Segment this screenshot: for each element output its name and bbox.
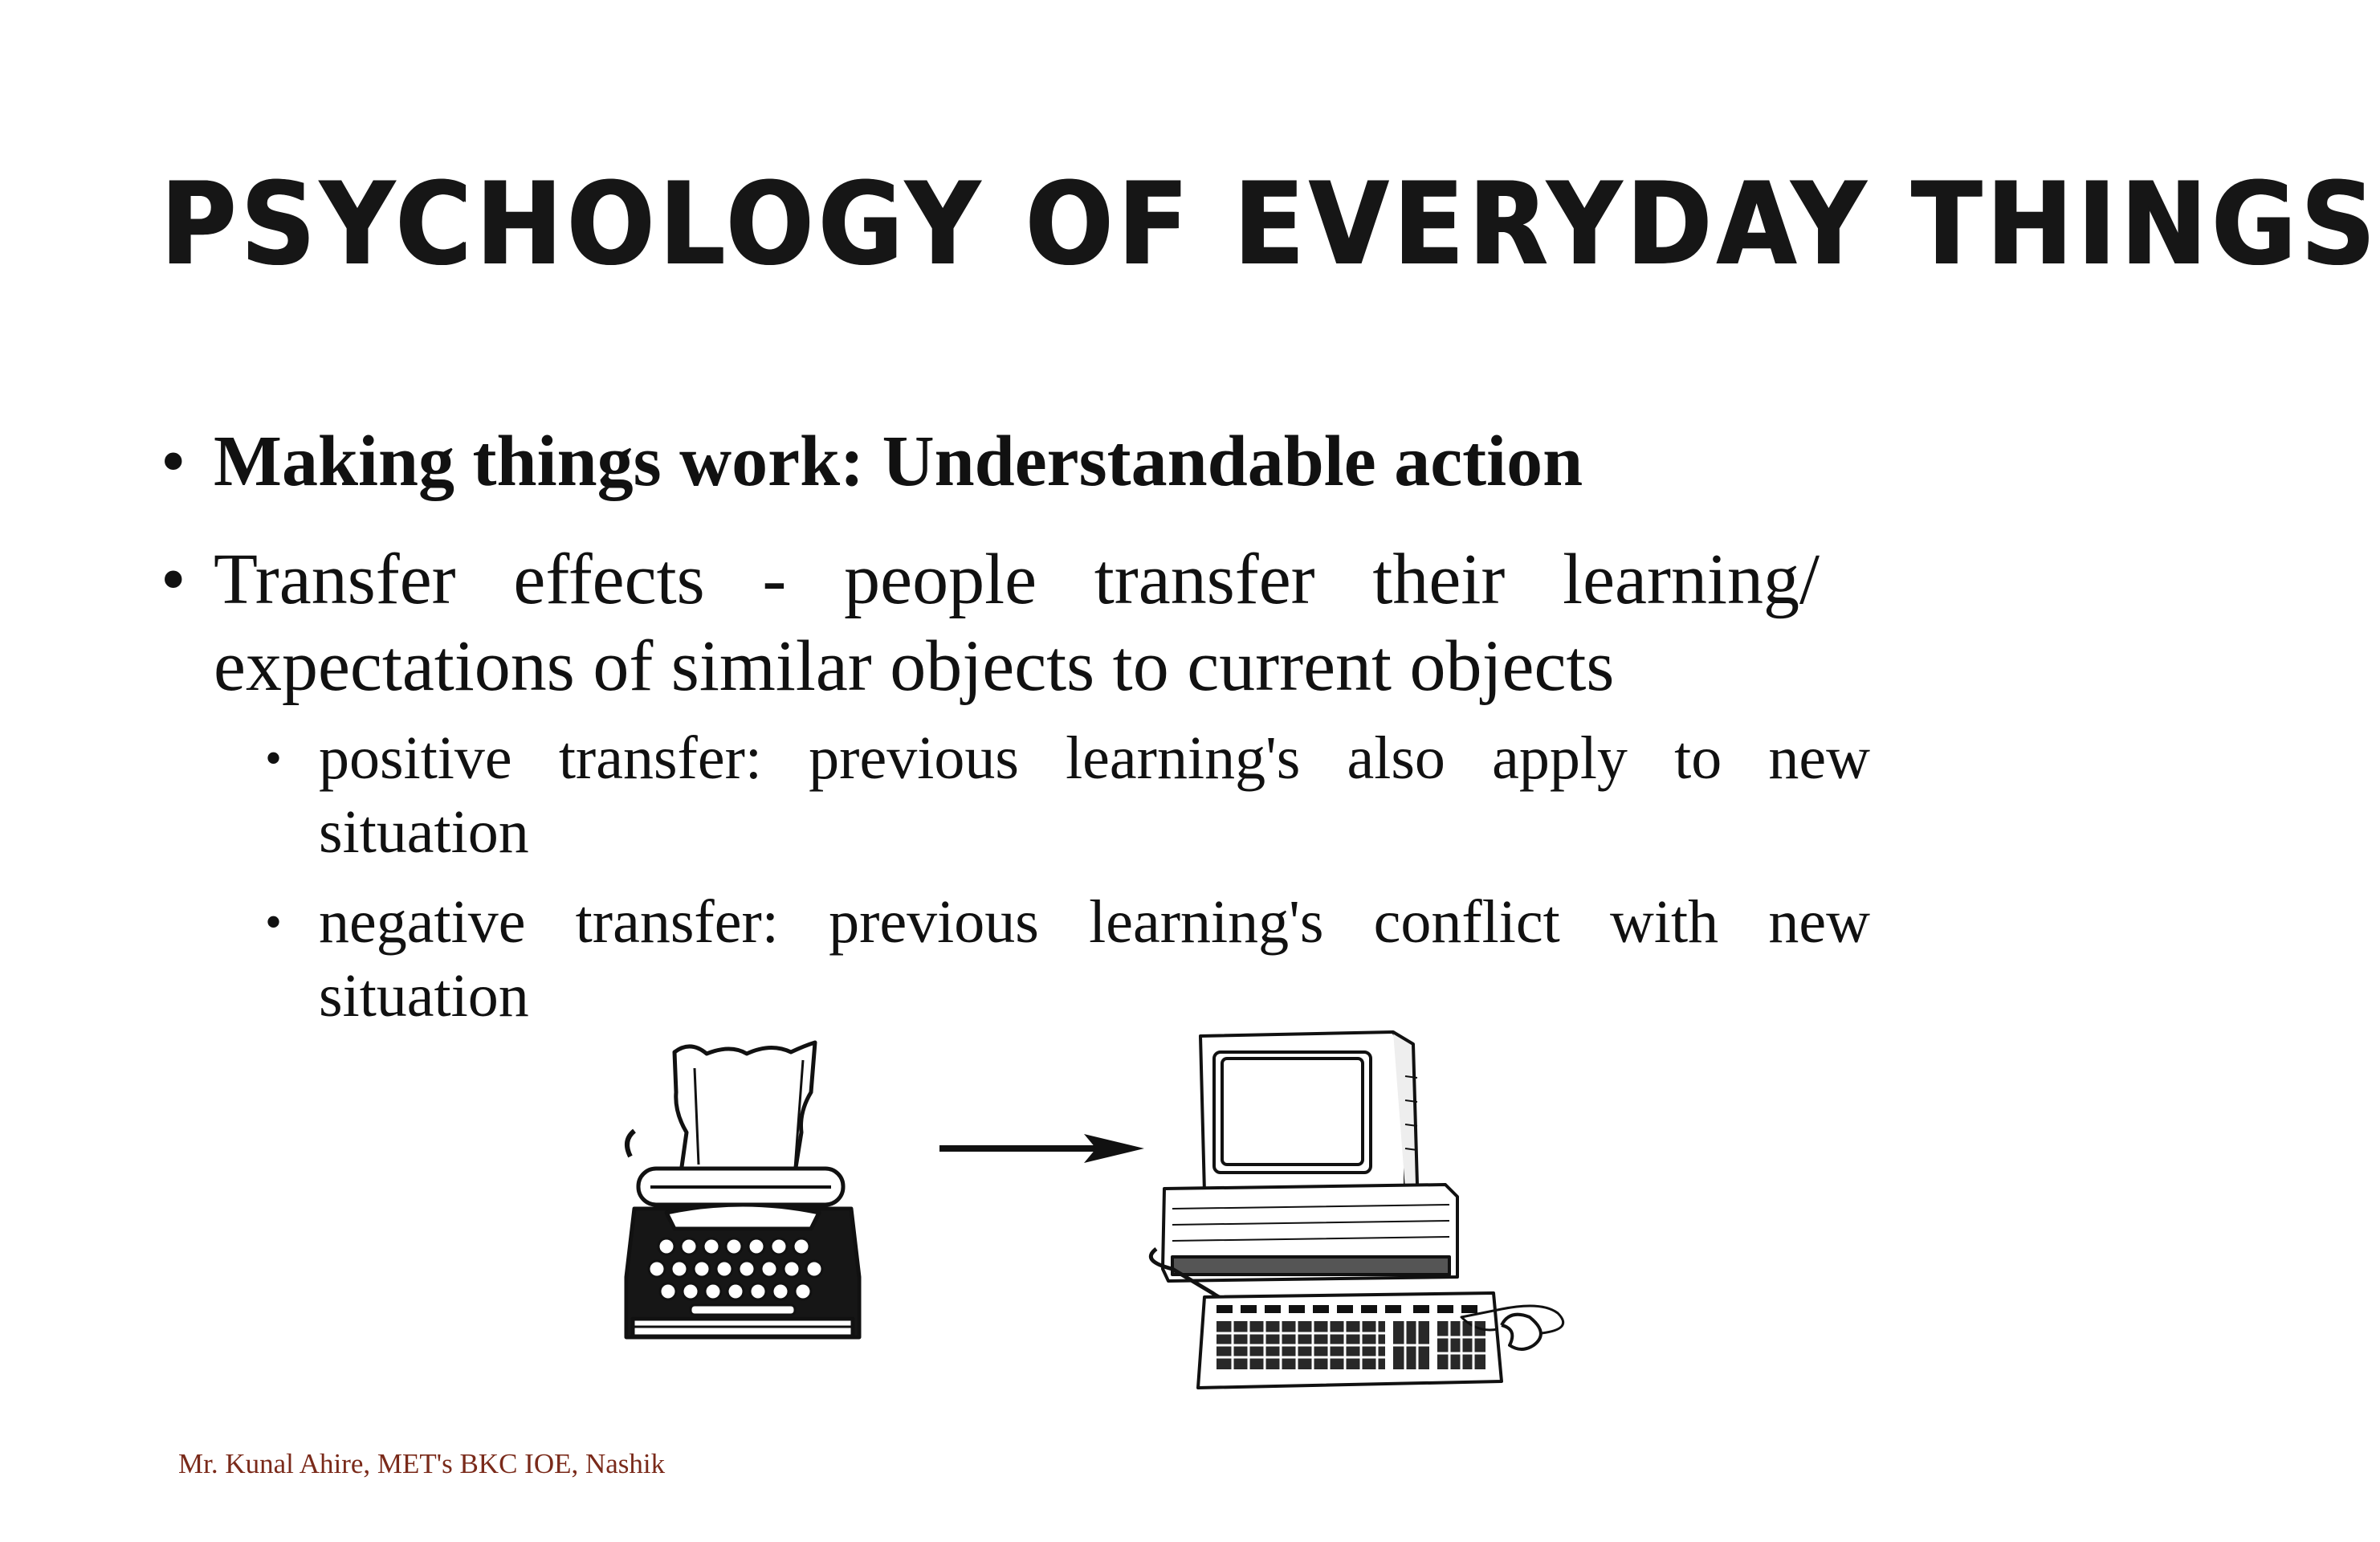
slide-title: PSYCHOLOGY OF EVERYDAY THINGS xyxy=(161,158,2380,291)
sub-bullet-marker: • xyxy=(265,895,283,948)
sub-bullet-marker: • xyxy=(265,732,283,785)
bullet-marker: • xyxy=(161,422,186,501)
right-arrow-icon xyxy=(939,1124,1148,1173)
bullet-marker: • xyxy=(161,540,186,619)
typewriter-icon xyxy=(618,1036,867,1349)
sub-bullet-item-1 xyxy=(265,721,1871,869)
bullet-item-2 xyxy=(161,536,1847,710)
sub-bullet-text-1: positive transfer: previous learning's also apply to new situation xyxy=(319,724,1870,866)
desktop-computer-icon xyxy=(1124,1028,1606,1397)
bullet-text-2: Transfer effects - people transfer their learning/ expectations of similar objects to current objects xyxy=(214,540,1820,706)
bullet-text-1: Making things work: Understandable action xyxy=(214,422,1583,501)
sub-bullet-item-2 xyxy=(265,885,1871,1033)
slide-footer: Mr. Kunal Ahire, MET's BKC IOE, Nashik xyxy=(178,1448,666,1479)
sub-bullet-text-2: negative transfer: previous learning's conflict with new situation xyxy=(319,888,1870,1030)
